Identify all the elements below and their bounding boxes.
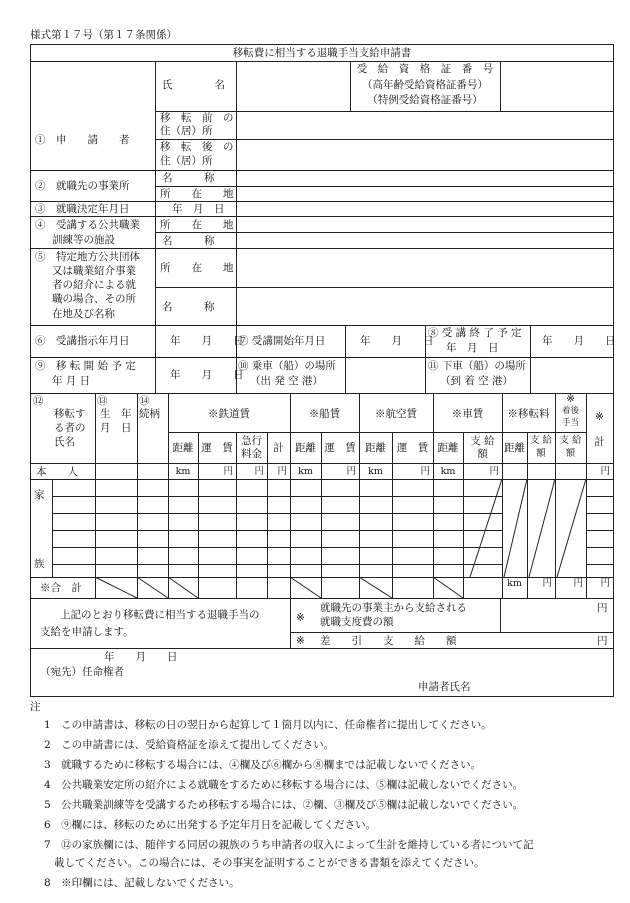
special-label-5: 在地及び名称 [52,308,115,320]
facility-label-1: ④ 受講する公共職業 [35,219,140,231]
employer-amount-yen[interactable]: 円 [597,602,608,614]
special-cert-label: （特例受給資格証番号） [367,94,483,106]
col14-num: ⑭ [139,395,150,407]
note-2: 2 この申請書には、受給資格証を添えて提出してください。 [44,739,335,751]
employer-amount-mark: ※ [296,612,305,624]
col14-label: 続柄 [139,408,160,420]
special-label-3: 者の紹介による就 [52,279,136,291]
col12-num: ⑫ [33,395,44,407]
movefee-paid-line2: 額 [536,448,546,459]
total-sum-yen[interactable]: 円 [600,578,610,589]
ship-fare-header: 運 賃 [324,442,356,454]
self-ship-km[interactable]: km [298,466,313,477]
arrival-label-2: （到 着 空 港） [440,375,514,387]
applicant-signature-label: 申請者氏名 [418,681,471,693]
car-header: ※車賃 [451,408,484,420]
departure-field[interactable] [346,358,424,392]
self-rail-km[interactable]: km [175,466,191,477]
recipient-label: （宛先）任命権者 [40,666,124,678]
air-fare-header: 運 賃 [396,442,429,454]
net-amount-mark: ※ [296,635,305,647]
col13-line1: 生 年 [100,408,132,420]
facility-label-2: 訓練等の施設 [52,234,115,246]
note-4: 4 公共職業安定所の紹介による就職をするために移転する場合には、⑤欄は記載しないでください。 [44,779,524,791]
address-before-label-1: 移 転 前 の [160,112,234,124]
total-movefee-km[interactable]: km [507,578,522,589]
course-end-label-2: 年 月 日 [446,342,499,354]
special-name-label: 名 称 [162,301,215,313]
movefee-dist-header: 距離 [504,442,525,454]
decision-date-field[interactable]: 年 月 日 [172,203,225,215]
cert-number-label: 受 給 資 格 証 番 号 [356,63,494,75]
self-rail-sum-yen[interactable]: 円 [277,466,287,477]
grand-total-label: ※合 計 [40,582,82,594]
employer-amount-label-2: 就職支度費の額 [320,616,394,628]
rail-dist-header: 距離 [172,442,194,454]
notes-heading: 注 [30,701,41,713]
allowance-paid-line2: 額 [565,448,576,459]
application-date[interactable]: 年 月 日 [104,651,178,663]
address-before-field[interactable] [236,112,613,138]
special-name-field[interactable] [236,288,613,324]
employer-label: ② 就職先の事業所 [35,180,130,192]
rail-express-line2: 料金 [241,448,262,460]
course-start-label: ⑦ 受講開始年月日 [238,335,326,347]
total-allowance-yen[interactable]: 円 [573,578,583,589]
address-after-label-2: 住（居）所 [160,155,213,167]
movefee-header: ※移転料 [507,408,550,420]
instruction-date-field[interactable]: 年 月 日 [170,335,244,347]
allowance-line1: 着後 [561,406,579,416]
net-amount-yen[interactable]: 円 [597,635,608,647]
special-label-2: 又は職業紹介事業 [52,265,136,277]
employer-addr-label: 所 在 地 [160,188,234,200]
family-label-1: 家 [34,489,45,501]
self-car-km[interactable]: km [440,466,456,477]
self-car-yen[interactable]: 円 [489,466,499,477]
request-text-1: 上記のとおり移転費に相当する退職手当の [60,609,260,621]
rail-express-line1: 急行 [241,435,262,447]
col12-line3: 氏名 [54,436,75,448]
name-label: 氏 名 [162,79,225,91]
self-row-label: 本 人 [36,466,78,478]
net-amount-label: 差 引 支 給 額 [320,635,457,647]
family-label-2: 族 [34,558,45,570]
note-3: 3 就職するために移転する場合には、④欄及び⑥欄から⑧欄までは記載しないでください。 [44,759,482,771]
name-field[interactable] [236,63,350,109]
applicant-label: ① 申 請 者 [35,134,130,146]
total-movefee-yen[interactable]: 円 [542,578,552,589]
self-rail-yen[interactable]: 円 [223,466,233,477]
self-ship-yen[interactable]: 円 [346,466,356,477]
rail-sum-header: 計 [273,442,284,454]
facility-addr-field[interactable] [236,217,613,231]
self-total-yen[interactable]: 円 [600,466,610,477]
elderly-cert-label: （高年齢受給資格証番号） [362,79,488,91]
car-paid-line1: 支 給 [470,435,495,447]
col13-line2: 月 日 [100,422,132,434]
note-6: 6 ⑨欄には、移転のために出発する予定年月日を記載してください。 [44,819,377,831]
ship-dist-header: 距離 [295,442,316,454]
col12-line1: 移転す [54,408,86,420]
movefee-paid-line1: 支 給 [529,435,553,446]
form-number: 様式第１７号（第１７条関係） [30,29,177,41]
self-air-km[interactable]: km [368,466,383,477]
request-text-2: 支給を申請します。 [40,626,134,638]
special-addr-field[interactable] [236,249,613,286]
address-before-label-2: 住（居）所 [160,125,213,137]
employer-name-label: 名 称 [162,172,215,184]
car-dist-header: 距離 [437,442,459,454]
move-start-field[interactable]: 年 月 日 [170,369,244,381]
departure-label-2: （出 発 空 港） [250,375,324,387]
arrival-label-1: ⑪ 下車（船）の場所 [428,360,526,372]
total-label: 計 [594,436,605,448]
facility-name-label: 名 称 [162,235,215,247]
special-addr-label: 所 在 地 [160,262,234,274]
move-start-label-2: 年 月 日 [52,375,91,387]
ship-header: ※船賃 [308,408,341,420]
total-mark: ※ [595,411,604,423]
note-5: 5 公共職業訓練等を受講するため移転する場合には、②欄、③欄及び⑤欄は記載しないでください。 [44,799,524,811]
car-paid-line2: 額 [477,448,488,460]
course-end-label-1: ⑧ 受 講 終 了 予 定 [428,327,522,339]
decision-date-label: ③ 就職決定年月日 [35,203,130,215]
note-7-line1: 7 ⑫の家族欄には、随伴する同居の親族のうち申請者の収入によって生計を維持している者について記 [44,839,534,851]
address-after-field[interactable] [236,140,613,169]
instruction-date-label: ⑥ 受講指示年月日 [35,335,130,347]
facility-name-field[interactable] [236,233,613,247]
rail-header: ※鉄道賃 [208,408,250,420]
self-express-yen[interactable]: 円 [254,466,264,477]
course-start-field[interactable]: 年 月 日 [360,335,434,347]
air-header: ※航空賃 [375,408,417,420]
employer-addr-field[interactable] [236,187,613,200]
arrival-field[interactable] [531,358,613,392]
note-8: 8 ※印欄には、記載しないでください。 [44,877,240,889]
address-after-label-1: 移 転 後 の [160,141,234,153]
allowance-mark: ※ [566,393,575,405]
note-1: 1 この申請書は、移転の日の翌日から起算して１箇月以内に、任命権者に提出してください。 [44,719,492,731]
cert-number-field[interactable] [500,63,613,109]
facility-addr-label: 所 在 地 [160,219,234,231]
rail-fare-header: 運 賃 [201,442,233,454]
allowance-paid-line1: 支 給 [559,435,582,446]
departure-label-1: ⑩ 乗車（船）の場所 [238,360,336,372]
self-air-yen[interactable]: 円 [420,466,430,477]
allowance-line2: 手当 [561,418,579,428]
course-end-field[interactable]: 年 月 日 [542,335,616,347]
col13-num: ⑬ [97,395,108,407]
air-dist-header: 距離 [365,442,386,454]
special-label-1: ⑤ 特定地方公共団体 [35,251,140,263]
move-start-label-1: ⑨ 移 転 開 始 予 定 [35,360,136,372]
note-7-line2: 載してください。この場合には、その事実を証明することができる書類を添えてください。 [54,857,485,869]
employer-amount-label-1: 就職先の事業主から支給される [320,602,467,614]
employer-name-field[interactable] [236,171,613,185]
form-title: 移転費に相当する退職手当支給申請書 [232,47,412,59]
col12-line2: る者の [54,422,86,434]
special-label-4: 職の場合、その所 [52,293,136,305]
